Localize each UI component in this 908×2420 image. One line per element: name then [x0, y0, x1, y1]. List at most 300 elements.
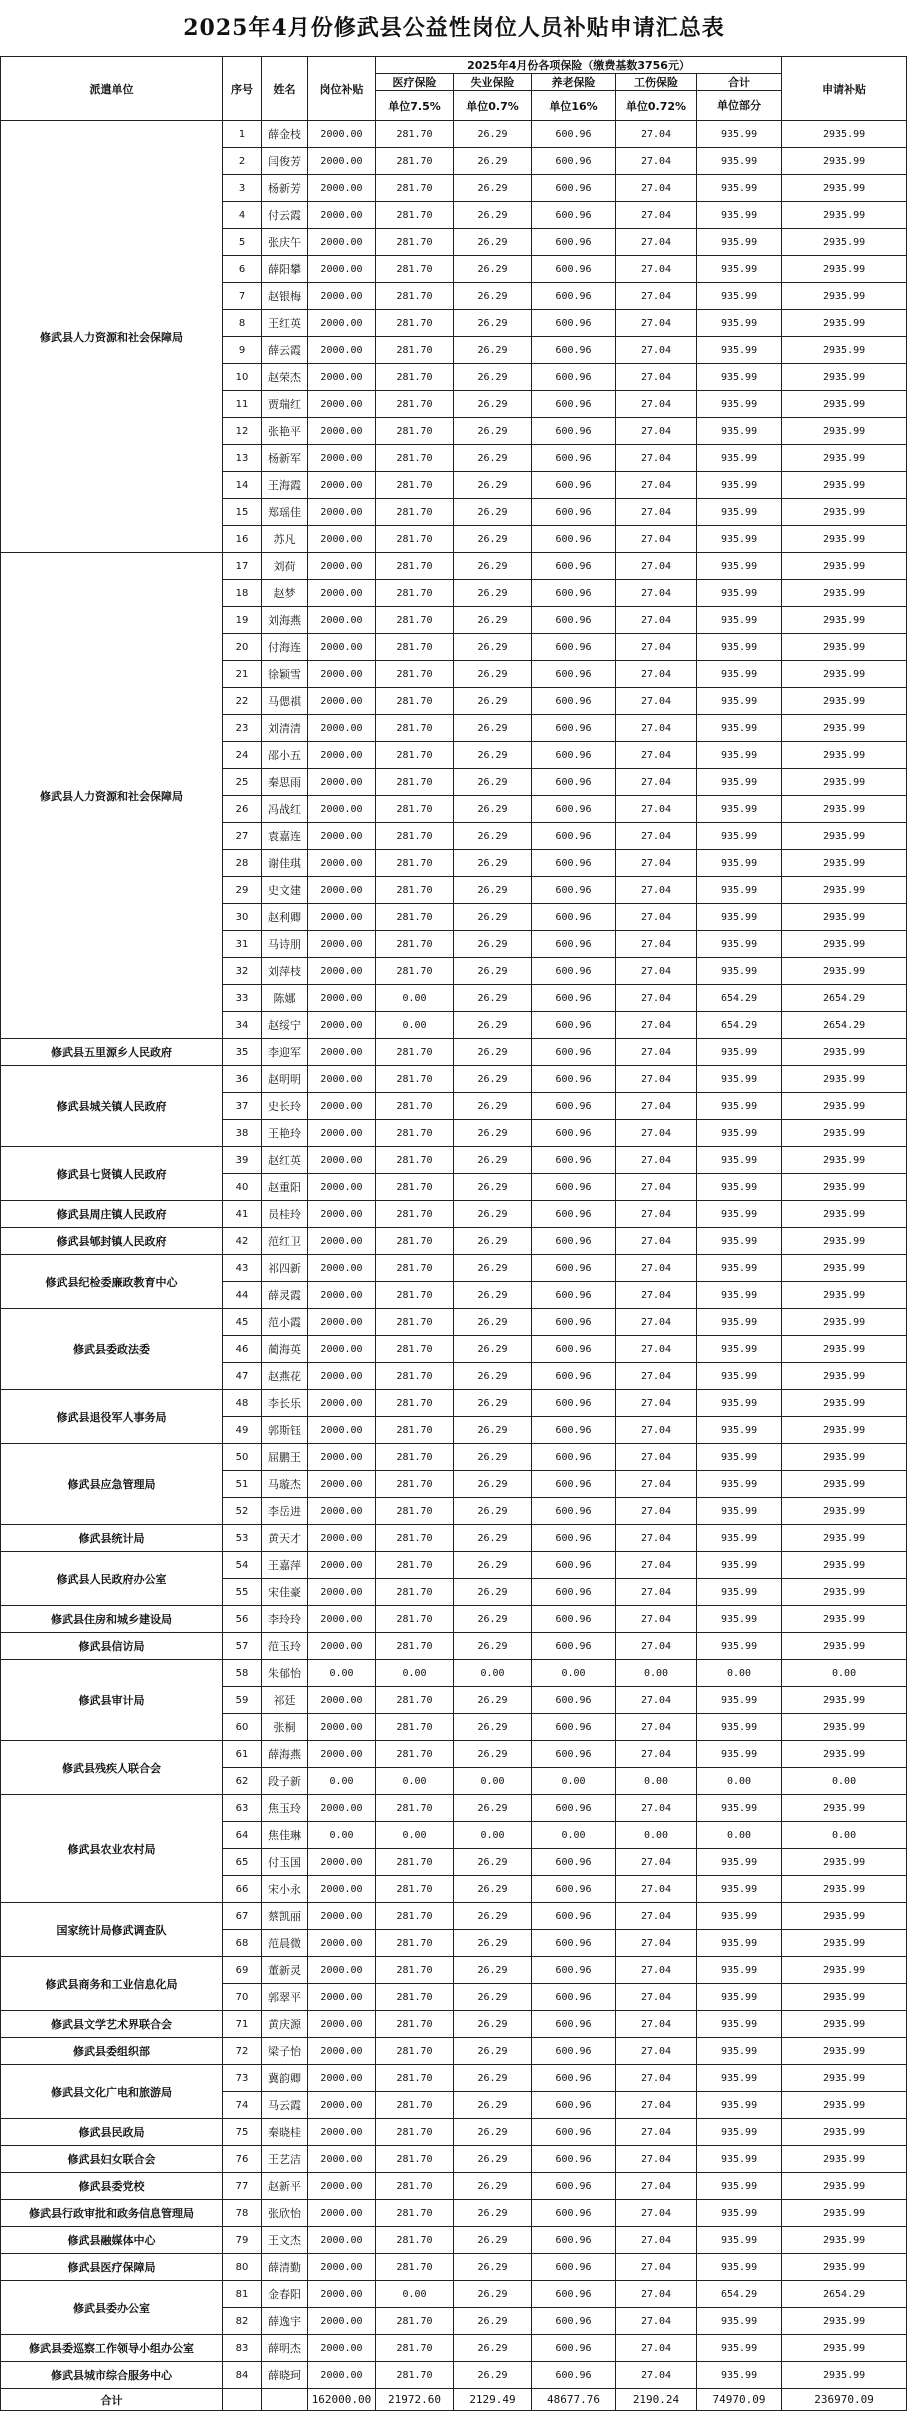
total-cell: 935.99	[697, 553, 782, 580]
name-cell: 董新灵	[262, 1957, 308, 1984]
injury-cell: 27.04	[616, 1903, 697, 1930]
name-cell: 焦玉玲	[262, 1795, 308, 1822]
total-cell: 935.99	[697, 2065, 782, 2092]
apply-subsidy-cell: 2935.99	[782, 445, 907, 472]
unemployment-cell: 26.29	[454, 661, 532, 688]
pension-cell: 0.00	[532, 1822, 616, 1849]
injury-cell: 27.04	[616, 1093, 697, 1120]
dispatch-unit-cell: 修武县城关镇人民政府	[1, 1066, 223, 1147]
total-cell: 935.99	[697, 364, 782, 391]
table-row	[1, 2200, 907, 2227]
unemployment-cell: 26.29	[454, 1147, 532, 1174]
apply-subsidy-cell: 2935.99	[782, 256, 907, 283]
dispatch-unit-cell: 修武县委党校	[1, 2173, 223, 2200]
unemployment-cell: 26.29	[454, 499, 532, 526]
unemployment-cell: 26.29	[454, 1417, 532, 1444]
dispatch-unit-cell: 修武县郇封镇人民政府	[1, 1228, 223, 1255]
total-cell: 935.99	[697, 1174, 782, 1201]
injury-cell: 27.04	[616, 391, 697, 418]
pension-cell: 600.96	[532, 2065, 616, 2092]
seq-cell: 70	[223, 1984, 262, 2011]
medical-cell: 281.70	[376, 1390, 454, 1417]
total-cell: 935.99	[697, 148, 782, 175]
injury-cell: 27.04	[616, 553, 697, 580]
unemployment-cell: 26.29	[454, 229, 532, 256]
medical-cell: 281.70	[376, 1498, 454, 1525]
total-cell: 935.99	[697, 1471, 782, 1498]
table-row	[1, 2173, 907, 2200]
name-cell: 李长乐	[262, 1390, 308, 1417]
apply-subsidy-cell: 2935.99	[782, 1417, 907, 1444]
injury-cell: 27.04	[616, 2146, 697, 2173]
name-cell: 赵明明	[262, 1066, 308, 1093]
table-row	[1, 1552, 907, 1579]
table-row	[1, 2281, 907, 2308]
medical-cell: 281.70	[376, 2173, 454, 2200]
injury-cell: 27.04	[616, 1012, 697, 1039]
injury-cell: 27.04	[616, 1471, 697, 1498]
pension-cell: 600.96	[532, 2281, 616, 2308]
injury-cell: 27.04	[616, 1714, 697, 1741]
name-cell: 刘萍枝	[262, 958, 308, 985]
seq-cell: 77	[223, 2173, 262, 2200]
apply-subsidy-cell: 2935.99	[782, 877, 907, 904]
unemployment-cell: 26.29	[454, 1552, 532, 1579]
total-post-subsidy-cell: 162000.00	[308, 2389, 376, 2411]
injury-cell: 27.04	[616, 2227, 697, 2254]
unemployment-cell: 26.29	[454, 1390, 532, 1417]
post-subsidy-cell: 2000.00	[308, 1714, 376, 1741]
seq-cell: 53	[223, 1525, 262, 1552]
dispatch-unit-cell: 修武县周庄镇人民政府	[1, 1201, 223, 1228]
unemployment-cell: 26.29	[454, 148, 532, 175]
medical-cell: 281.70	[376, 2308, 454, 2335]
total-cell: 935.99	[697, 1120, 782, 1147]
seq-cell: 45	[223, 1309, 262, 1336]
total-cell: 935.99	[697, 769, 782, 796]
pension-cell: 600.96	[532, 337, 616, 364]
injury-cell: 27.04	[616, 1633, 697, 1660]
post-subsidy-cell: 2000.00	[308, 1390, 376, 1417]
name-cell: 屈鹏王	[262, 1444, 308, 1471]
unemployment-cell: 26.29	[454, 1930, 532, 1957]
unemployment-cell: 26.29	[454, 337, 532, 364]
total-cell: 935.99	[697, 1714, 782, 1741]
post-subsidy-cell: 2000.00	[308, 256, 376, 283]
apply-subsidy-cell: 2935.99	[782, 418, 907, 445]
post-subsidy-cell: 2000.00	[308, 769, 376, 796]
injury-cell: 27.04	[616, 2335, 697, 2362]
unemployment-cell: 26.29	[454, 175, 532, 202]
seq-cell: 80	[223, 2254, 262, 2281]
dispatch-unit-cell: 修武县医疗保障局	[1, 2254, 223, 2281]
injury-cell: 27.04	[616, 958, 697, 985]
name-cell: 闫俊芳	[262, 148, 308, 175]
name-cell: 宋小永	[262, 1876, 308, 1903]
seq-cell: 54	[223, 1552, 262, 1579]
total-cell: 935.99	[697, 2011, 782, 2038]
header-injury: 工伤保险	[616, 74, 697, 91]
total-cell: 935.99	[697, 607, 782, 634]
total-cell: 935.99	[697, 2308, 782, 2335]
name-cell: 赵荣杰	[262, 364, 308, 391]
unemployment-cell: 26.29	[454, 1282, 532, 1309]
apply-subsidy-cell: 2935.99	[782, 2254, 907, 2281]
post-subsidy-cell: 2000.00	[308, 202, 376, 229]
unemployment-cell: 26.29	[454, 472, 532, 499]
medical-cell: 281.70	[376, 1336, 454, 1363]
unemployment-cell: 26.29	[454, 2038, 532, 2065]
seq-cell: 16	[223, 526, 262, 553]
apply-subsidy-cell: 2935.99	[782, 1579, 907, 1606]
name-cell: 史文建	[262, 877, 308, 904]
pension-cell: 600.96	[532, 1795, 616, 1822]
unemployment-cell: 26.29	[454, 1984, 532, 2011]
seq-cell: 29	[223, 877, 262, 904]
seq-cell: 73	[223, 2065, 262, 2092]
name-cell: 郑瑶佳	[262, 499, 308, 526]
medical-cell: 281.70	[376, 1417, 454, 1444]
seq-cell: 65	[223, 1849, 262, 1876]
injury-cell: 27.04	[616, 931, 697, 958]
table-row	[1, 1390, 907, 1417]
seq-cell: 31	[223, 931, 262, 958]
pension-cell: 600.96	[532, 715, 616, 742]
apply-subsidy-cell: 2935.99	[782, 1984, 907, 2011]
pension-cell: 600.96	[532, 2227, 616, 2254]
unemployment-cell: 26.29	[454, 1228, 532, 1255]
injury-cell: 0.00	[616, 1660, 697, 1687]
total-total-cell: 74970.09	[697, 2389, 782, 2411]
seq-cell: 19	[223, 607, 262, 634]
injury-cell: 27.04	[616, 1606, 697, 1633]
post-subsidy-cell: 2000.00	[308, 931, 376, 958]
apply-subsidy-cell: 2935.99	[782, 904, 907, 931]
post-subsidy-cell: 2000.00	[308, 148, 376, 175]
seq-cell: 12	[223, 418, 262, 445]
medical-cell: 281.70	[376, 1093, 454, 1120]
pension-cell: 600.96	[532, 202, 616, 229]
header-total: 合计	[697, 74, 782, 91]
total-cell: 935.99	[697, 2335, 782, 2362]
table-row	[1, 2011, 907, 2038]
apply-subsidy-cell: 2935.99	[782, 661, 907, 688]
seq-cell: 44	[223, 1282, 262, 1309]
unemployment-cell: 26.29	[454, 823, 532, 850]
seq-cell: 60	[223, 1714, 262, 1741]
pension-cell: 600.96	[532, 1093, 616, 1120]
total-cell: 935.99	[697, 256, 782, 283]
table-row	[1, 2362, 907, 2389]
unemployment-cell: 26.29	[454, 1633, 532, 1660]
total-cell: 935.99	[697, 445, 782, 472]
total-cell: 935.99	[697, 121, 782, 148]
name-cell: 郭斯钰	[262, 1417, 308, 1444]
injury-cell: 27.04	[616, 2065, 697, 2092]
pension-cell: 600.96	[532, 2200, 616, 2227]
post-subsidy-cell: 2000.00	[308, 1309, 376, 1336]
post-subsidy-cell: 2000.00	[308, 1984, 376, 2011]
pension-cell: 600.96	[532, 1579, 616, 1606]
seq-cell: 46	[223, 1336, 262, 1363]
unemployment-cell: 26.29	[454, 2146, 532, 2173]
seq-cell: 11	[223, 391, 262, 418]
apply-subsidy-cell: 2935.99	[782, 2200, 907, 2227]
medical-cell: 281.70	[376, 1039, 454, 1066]
table-row	[1, 1903, 907, 1930]
post-subsidy-cell: 2000.00	[308, 2065, 376, 2092]
total-medical-cell: 21972.60	[376, 2389, 454, 2411]
total-cell: 935.99	[697, 1903, 782, 1930]
name-cell: 刘海燕	[262, 607, 308, 634]
unemployment-cell: 26.29	[454, 2011, 532, 2038]
post-subsidy-cell: 2000.00	[308, 607, 376, 634]
medical-cell: 281.70	[376, 364, 454, 391]
apply-subsidy-cell: 2935.99	[782, 1714, 907, 1741]
header-unemployment-rate: 单位0.7%	[454, 91, 532, 121]
unemployment-cell: 26.29	[454, 1336, 532, 1363]
table-header	[1, 57, 907, 121]
header-insurance-group: 2025年4月份各项保险（缴费基数3756元）	[376, 57, 782, 74]
post-subsidy-cell: 2000.00	[308, 391, 376, 418]
pension-cell: 600.96	[532, 1228, 616, 1255]
total-cell: 935.99	[697, 796, 782, 823]
medical-cell: 281.70	[376, 1552, 454, 1579]
name-cell: 蔡凯丽	[262, 1903, 308, 1930]
medical-cell: 0.00	[376, 1822, 454, 1849]
pension-cell: 600.96	[532, 526, 616, 553]
seq-cell: 1	[223, 121, 262, 148]
post-subsidy-cell: 2000.00	[308, 1876, 376, 1903]
total-cell: 654.29	[697, 2281, 782, 2308]
post-subsidy-cell: 2000.00	[308, 499, 376, 526]
medical-cell: 281.70	[376, 337, 454, 364]
seq-cell: 28	[223, 850, 262, 877]
total-cell: 935.99	[697, 877, 782, 904]
unemployment-cell: 26.29	[454, 1444, 532, 1471]
name-cell: 金春阳	[262, 2281, 308, 2308]
unemployment-cell: 26.29	[454, 1093, 532, 1120]
pension-cell: 600.96	[532, 823, 616, 850]
medical-cell: 281.70	[376, 1579, 454, 1606]
name-cell: 贾瑞红	[262, 391, 308, 418]
pension-cell: 600.96	[532, 2335, 616, 2362]
medical-cell: 281.70	[376, 1984, 454, 2011]
pension-cell: 600.96	[532, 121, 616, 148]
injury-cell: 27.04	[616, 1201, 697, 1228]
unemployment-cell: 26.29	[454, 2254, 532, 2281]
post-subsidy-cell: 2000.00	[308, 1498, 376, 1525]
injury-cell: 27.04	[616, 904, 697, 931]
apply-subsidy-cell: 2935.99	[782, 1957, 907, 1984]
header-seq: 序号	[223, 57, 262, 121]
apply-subsidy-cell: 2935.99	[782, 2011, 907, 2038]
medical-cell: 281.70	[376, 1876, 454, 1903]
total-cell: 935.99	[697, 2254, 782, 2281]
seq-cell: 23	[223, 715, 262, 742]
total-cell: 935.99	[697, 1066, 782, 1093]
unemployment-cell: 26.29	[454, 877, 532, 904]
post-subsidy-cell: 2000.00	[308, 1903, 376, 1930]
name-cell: 王红英	[262, 310, 308, 337]
seq-cell: 32	[223, 958, 262, 985]
header-medical-rate: 单位7.5%	[376, 91, 454, 121]
seq-cell: 36	[223, 1066, 262, 1093]
apply-subsidy-cell: 2935.99	[782, 1471, 907, 1498]
total-cell: 935.99	[697, 2146, 782, 2173]
pension-cell: 600.96	[532, 256, 616, 283]
name-cell: 赵红英	[262, 1147, 308, 1174]
post-subsidy-cell: 2000.00	[308, 1336, 376, 1363]
injury-cell: 27.04	[616, 2092, 697, 2119]
pension-cell: 600.96	[532, 1120, 616, 1147]
total-cell: 935.99	[697, 391, 782, 418]
seq-cell: 10	[223, 364, 262, 391]
unemployment-cell: 26.29	[454, 931, 532, 958]
post-subsidy-cell: 2000.00	[308, 2362, 376, 2389]
post-subsidy-cell: 2000.00	[308, 1147, 376, 1174]
apply-subsidy-cell: 2935.99	[782, 1174, 907, 1201]
injury-cell: 27.04	[616, 580, 697, 607]
unemployment-cell: 26.29	[454, 418, 532, 445]
medical-cell: 281.70	[376, 1066, 454, 1093]
injury-cell: 0.00	[616, 1768, 697, 1795]
injury-cell: 27.04	[616, 850, 697, 877]
total-cell: 935.99	[697, 1498, 782, 1525]
medical-cell: 281.70	[376, 2092, 454, 2119]
seq-cell: 58	[223, 1660, 262, 1687]
unemployment-cell: 26.29	[454, 1471, 532, 1498]
total-cell: 935.99	[697, 418, 782, 445]
post-subsidy-cell: 2000.00	[308, 1039, 376, 1066]
medical-cell: 281.70	[376, 2335, 454, 2362]
pension-cell: 600.96	[532, 1741, 616, 1768]
post-subsidy-cell: 2000.00	[308, 553, 376, 580]
post-subsidy-cell: 2000.00	[308, 1687, 376, 1714]
apply-subsidy-cell: 2935.99	[782, 283, 907, 310]
medical-cell: 281.70	[376, 202, 454, 229]
post-subsidy-cell: 0.00	[308, 1768, 376, 1795]
name-cell: 赵重阳	[262, 1174, 308, 1201]
total-cell: 935.99	[697, 2227, 782, 2254]
unemployment-cell: 26.29	[454, 769, 532, 796]
total-cell: 935.99	[697, 472, 782, 499]
name-cell: 赵新平	[262, 2173, 308, 2200]
name-cell: 马云霞	[262, 2092, 308, 2119]
unemployment-cell: 26.29	[454, 445, 532, 472]
table-row	[1, 1228, 907, 1255]
dispatch-unit-cell: 修武县商务和工业信息化局	[1, 1957, 223, 2011]
medical-cell: 281.70	[376, 391, 454, 418]
total-cell: 935.99	[697, 1417, 782, 1444]
injury-cell: 27.04	[616, 2308, 697, 2335]
unemployment-cell: 0.00	[454, 1822, 532, 1849]
injury-cell: 27.04	[616, 229, 697, 256]
unemployment-cell: 26.29	[454, 1795, 532, 1822]
post-subsidy-cell: 2000.00	[308, 526, 376, 553]
table-row	[1, 1957, 907, 1984]
name-cell: 王海霞	[262, 472, 308, 499]
medical-cell: 281.70	[376, 634, 454, 661]
injury-cell: 27.04	[616, 607, 697, 634]
pension-cell: 600.96	[532, 1552, 616, 1579]
apply-subsidy-cell: 2935.99	[782, 1444, 907, 1471]
post-subsidy-cell: 2000.00	[308, 1255, 376, 1282]
dispatch-unit-cell: 修武县信访局	[1, 1633, 223, 1660]
name-cell: 刘清清	[262, 715, 308, 742]
table-row	[1, 2146, 907, 2173]
post-subsidy-cell: 2000.00	[308, 2092, 376, 2119]
injury-cell: 27.04	[616, 1390, 697, 1417]
post-subsidy-cell: 2000.00	[308, 1174, 376, 1201]
apply-subsidy-cell: 2935.99	[782, 2335, 907, 2362]
total-cell: 935.99	[697, 931, 782, 958]
post-subsidy-cell: 2000.00	[308, 121, 376, 148]
post-subsidy-cell: 2000.00	[308, 175, 376, 202]
total-cell: 935.99	[697, 310, 782, 337]
unemployment-cell: 26.29	[454, 310, 532, 337]
medical-cell: 281.70	[376, 2119, 454, 2146]
post-subsidy-cell: 2000.00	[308, 2335, 376, 2362]
medical-cell: 281.70	[376, 850, 454, 877]
total-cell: 935.99	[697, 1552, 782, 1579]
post-subsidy-cell: 2000.00	[308, 715, 376, 742]
name-cell: 薛金枝	[262, 121, 308, 148]
pension-cell: 600.96	[532, 1282, 616, 1309]
pension-cell: 600.96	[532, 1525, 616, 1552]
apply-subsidy-cell: 2935.99	[782, 472, 907, 499]
seq-cell: 74	[223, 2092, 262, 2119]
seq-cell: 48	[223, 1390, 262, 1417]
post-subsidy-cell: 2000.00	[308, 1012, 376, 1039]
post-subsidy-cell: 2000.00	[308, 1066, 376, 1093]
pension-cell: 600.96	[532, 1930, 616, 1957]
name-cell: 薛灵霞	[262, 1282, 308, 1309]
name-cell: 马璇杰	[262, 1471, 308, 1498]
medical-cell: 281.70	[376, 1525, 454, 1552]
pension-cell: 600.96	[532, 2308, 616, 2335]
post-subsidy-cell: 2000.00	[308, 1849, 376, 1876]
total-cell: 0.00	[697, 1660, 782, 1687]
medical-cell: 281.70	[376, 2146, 454, 2173]
apply-subsidy-cell: 2935.99	[782, 1336, 907, 1363]
total-empty-name-cell	[262, 2389, 308, 2411]
unemployment-cell: 26.29	[454, 1120, 532, 1147]
pension-cell: 600.96	[532, 1147, 616, 1174]
total-cell: 935.99	[697, 634, 782, 661]
table-row	[1, 1066, 907, 1093]
post-subsidy-cell: 2000.00	[308, 1363, 376, 1390]
apply-subsidy-cell: 2935.99	[782, 1228, 907, 1255]
injury-cell: 27.04	[616, 1741, 697, 1768]
injury-cell: 27.04	[616, 634, 697, 661]
seq-cell: 62	[223, 1768, 262, 1795]
total-cell: 935.99	[697, 1093, 782, 1120]
post-subsidy-cell: 2000.00	[308, 229, 376, 256]
post-subsidy-cell: 2000.00	[308, 823, 376, 850]
unemployment-cell: 26.29	[454, 2308, 532, 2335]
name-cell: 朱郁怡	[262, 1660, 308, 1687]
apply-subsidy-cell: 2935.99	[782, 1795, 907, 1822]
table-row	[1, 553, 907, 580]
apply-subsidy-cell: 2935.99	[782, 2173, 907, 2200]
name-cell: 王艳玲	[262, 1120, 308, 1147]
name-cell: 王文杰	[262, 2227, 308, 2254]
pension-cell: 600.96	[532, 1012, 616, 1039]
pension-cell: 600.96	[532, 1984, 616, 2011]
seq-cell: 72	[223, 2038, 262, 2065]
medical-cell: 281.70	[376, 580, 454, 607]
